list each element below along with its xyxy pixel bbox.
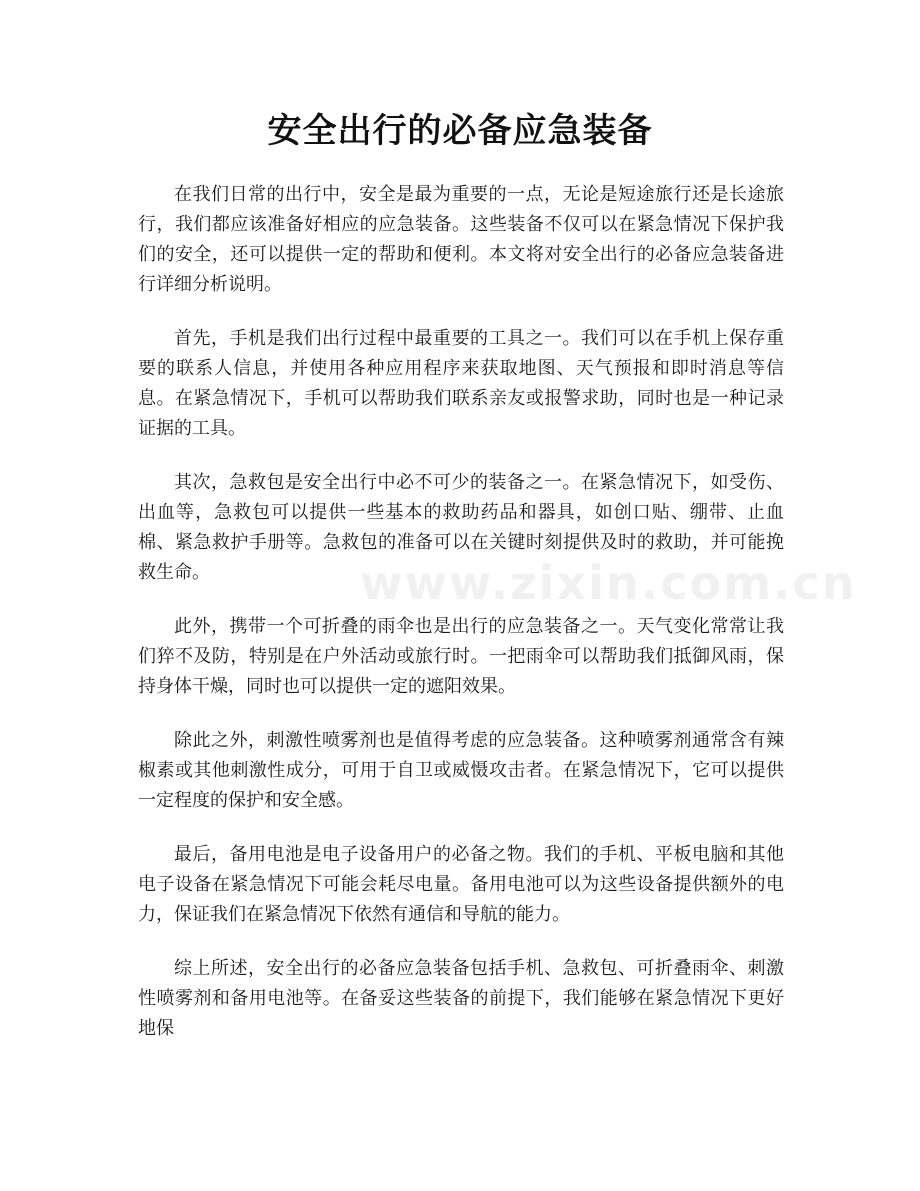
watermark: www.zixin.com.cn [360,556,857,610]
document-body [138,180,784,1068]
paragraph-spare-battery: 最后，备用电池是电子设备用户的必备之物。我们的手机、平板电脑和其他电子设备在紧急情况下可能会耗尽电量。备用电池可以为这些设备提供额外的电力，保证我们在紧急情况下依然有通信和导航的能力。 [138,844,784,925]
paragraph-umbrella: 此外，携带一个可折叠的雨伞也是出行的应急装备之一。天气变化常常让我们猝不及防，特别是在户外活动或旅行时。一把雨伞可以帮助我们抵御风雨，保持身体干燥，同时也可以提供一定的遮阳效果。 [138,616,784,697]
paragraph-phone: 首先，手机是我们出行过程中最重要的工具之一。我们可以在手机上保存重要的联系人信息，并使用各种应用程序来获取地图、天气预报和即时消息等信息。在紧急情况下，手机可以帮助我们联系亲友或报警求助，同时也是一种记录证据的工具。 [138,328,784,439]
paragraph-pepper-spray: 除此之外，刺激性喷雾剂也是值得考虑的应急装备。这种喷雾剂通常含有辣椒素或其他刺激性成分，可用于自卫或威慑攻击者。在紧急情况下，它可以提供一定程度的保护和安全感。 [138,730,784,811]
paragraph-first-aid-kit: 其次，急救包是安全出行中必不可少的装备之一。在紧急情况下，如受伤、出血等，急救包可以提供一些基本的救助药品和器具，如创口贴、绷带、止血棉、紧急救护手册等。急救包的准备可以在关键时刻提供及时的救助，并可能挽救生命。 [138,472,784,583]
paragraph-summary: 综上所述，安全出行的必备应急装备包括手机、急救包、可折叠雨伞、刺激性喷雾剂和备用电池等。在备妥这些装备的前提下，我们能够在紧急情况下更好地保 [138,958,784,1039]
paragraph-intro: 在我们日常的出行中，安全是最为重要的一点，无论是短途旅行还是长途旅行，我们都应该准备好相应的应急装备。这些装备不仅可以在紧急情况下保护我们的安全，还可以提供一定的帮助和便利。本文将对安全出行的必备应急装备进行详细分析说明。 [138,184,784,295]
document-title: 安全出行的必备应急装备 [267,111,653,151]
